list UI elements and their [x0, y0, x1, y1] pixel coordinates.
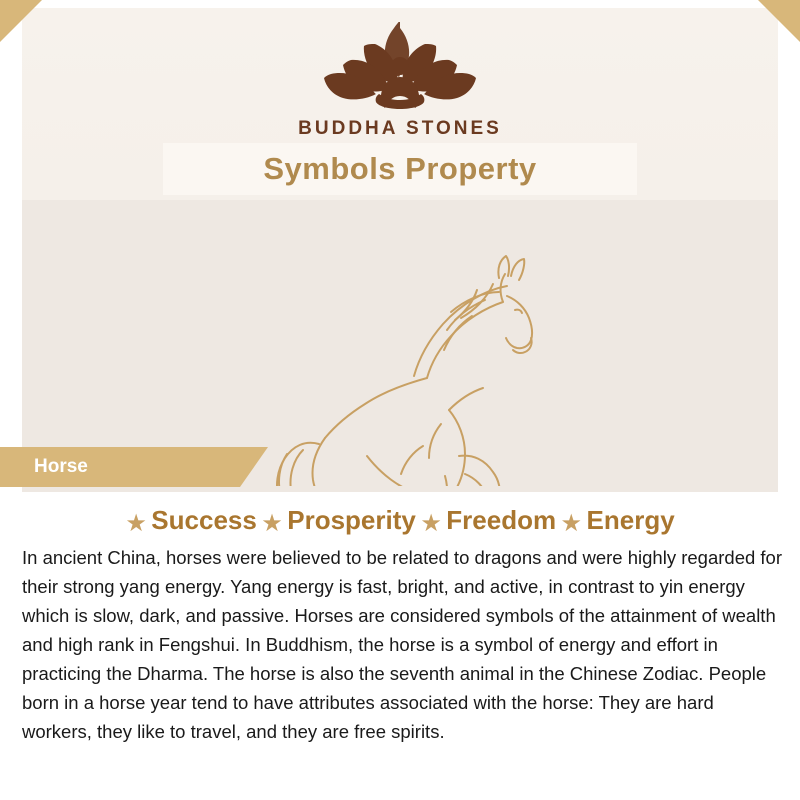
brand-logo: [0, 22, 800, 140]
ribbon-label-horse: [0, 447, 240, 487]
page-title: Symbols Property: [263, 151, 537, 186]
description-text: In ancient China, horses were believed to be related to dragons and were highly regarded for their strong yang energy. Yang energy is fast, bright, and active, in contrast to yin energy which is slow, dark, and passive. Horses are considered symbols of the attainment of wealth and high rank in Fengshui. In Buddhism, the horse is a symbol of energy and effort in practicing the Dharma. The horse is also the seventh animal in the Chinese Zodiac. People born in a horse year tend to have attributes associated with the horse: They are hard workers, they like to travel, and they are free spirits.: [22, 547, 782, 742]
attribute-energy: Energy: [586, 505, 675, 535]
attribute-list: [0, 505, 800, 538]
star-icon: ★: [420, 510, 442, 537]
title-plate: [163, 143, 637, 195]
horse-line-drawing: [207, 206, 607, 486]
star-icon: ★: [261, 510, 283, 537]
ribbon-text: Horse: [34, 456, 88, 477]
attribute-prosperity: Prosperity: [287, 505, 416, 535]
star-icon: ★: [125, 510, 147, 537]
attribute-success: Success: [151, 505, 257, 535]
lotus-meditation-icon: [315, 22, 485, 114]
star-icon: ★: [560, 510, 583, 537]
brand-name: BUDDHA STONES: [298, 118, 502, 139]
attribute-freedom: Freedom: [446, 505, 557, 535]
